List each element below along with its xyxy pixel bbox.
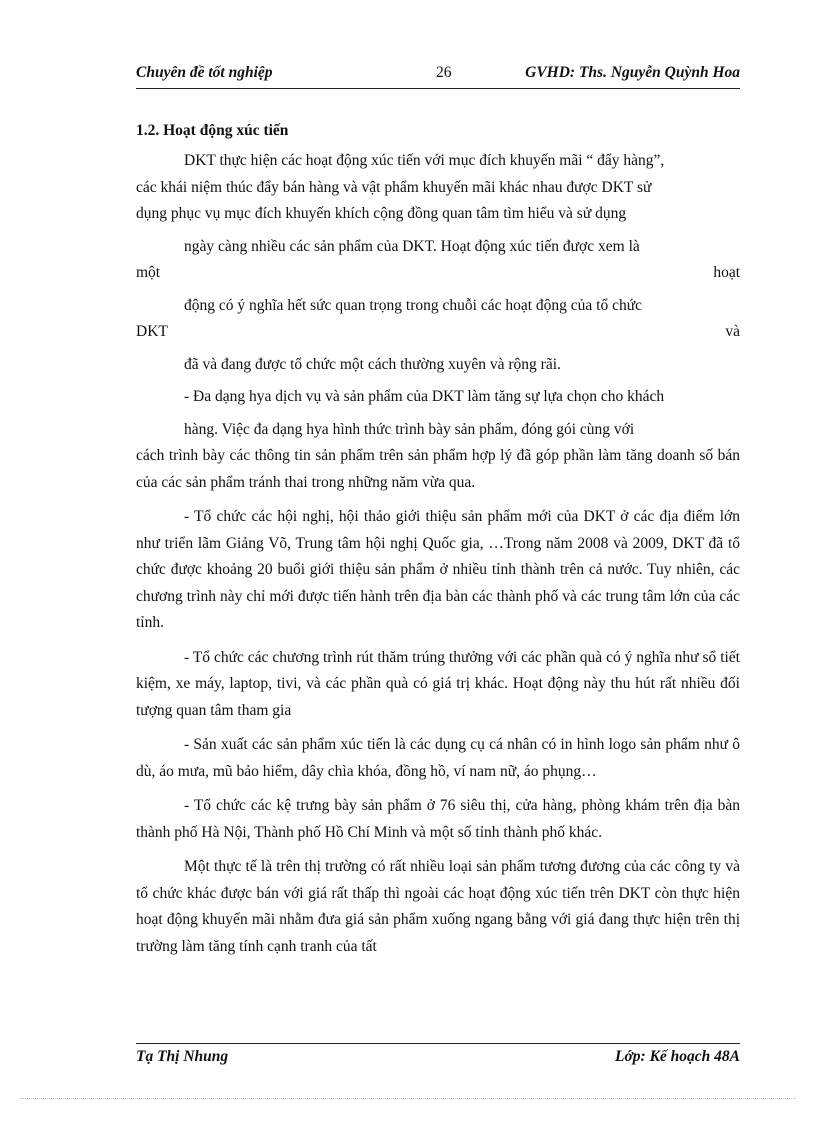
page-number: 26 — [436, 64, 452, 81]
paragraph-1-line-2: các khái niệm thúc đẩy bán hàng và vật phẩm khuyến mãi khác nhau được DKT sử — [136, 178, 652, 196]
split-word-va: và — [725, 323, 740, 340]
page-header — [136, 62, 740, 89]
footer-class: Lớp: Kế hoạch 48A — [615, 1048, 740, 1065]
paragraph-3: - Tổ chức các hội nghị, hội thảo giới thiệu sản phẩm mới của DKT ở các địa điểm lớn như triển lãm Giảng Võ, Trung tâm hội nghị Quốc gia, …Trong năm 2008 và 2009, DKT đã tổ chức được khoảng 20 buổi giới thiệu sản phẩm ở nhiều tỉnh thành trên cả nước. Tuy nhiên, các chương trình này chỉ mới được tiến hành trên địa bàn các thành phố và các trung tâm lớn của các tỉnh. — [136, 508, 740, 631]
paragraph-7: Một thực tế là trên thị trường có rất nhiều loại sản phẩm tương đương của các công ty và tổ chức khác được bán với giá rất thấp thì ngoài các hoạt động xúc tiến trên DKT còn thực hiện hoạt động khuyến mãi nhằm đưa giá sản phẩm xuống ngang bằng với giá đang thực hiện trên thị trường làm tăng tính cạnh tranh của tất — [136, 858, 740, 955]
paragraph-5: - Sản xuất các sản phẩm xúc tiến là các dụng cụ cá nhân có in hình logo sản phẩm như ô dù, áo mưa, mũ bảo hiểm, dây chìa khóa, đồng hồ, ví nam nữ, áo phụng… — [136, 736, 740, 780]
paragraph-4: - Tổ chức các chương trình rút thăm trúng thưởng với các phần quà có ý nghĩa như sổ tiết kiệm, xe máy, laptop, tivi, và các phần quà có giá trị khác. Hoạt động này thu hút rất nhiều đối tượng quan tâm tham gia — [136, 648, 740, 719]
split-word-mot: một — [136, 264, 161, 281]
paragraph-1-line-6: đã và đang được tổ chức một cách thường xuyên và rộng rãi. — [184, 355, 561, 373]
page-footer — [136, 1043, 740, 1068]
paragraph-2-rest: cách trình bày các thông tin sản phẩm trên sản phẩm hợp lý đã góp phần làm tăng doanh số bán của các sản phẩm tránh thai trong những năm vừa qua. — [136, 447, 740, 491]
paragraph-6: - Tổ chức các kệ trưng bày sản phẩm ở 76 siêu thị, cửa hàng, phòng khám trên địa bàn thành phố Hà Nội, Thành phố Hồ Chí Minh và một số tỉnh thành phố khác. — [136, 797, 740, 841]
split-word-hoat: hoạt — [713, 264, 740, 281]
page-bottom-border — [20, 1098, 796, 1099]
paragraph-1-line-1: DKT thực hiện các hoạt động xúc tiến với mục đích khuyến mãi “ đẩy hàng”, — [184, 152, 665, 169]
section-heading: 1.2. Hoạt động xúc tiến — [136, 122, 289, 139]
paragraph-1-split-line-2 — [136, 319, 740, 346]
header-supervisor: GVHD: Ths. Nguyễn Quỳnh Hoa — [525, 64, 740, 81]
footer-author: Tạ Thị Nhung — [136, 1048, 229, 1065]
paragraph-1-line-3: dụng phục vụ mục đích khuyến khích cộng đồng quan tâm tìm hiểu và sử dụng — [136, 205, 627, 222]
paragraph-2-line-1: - Đa dạng hya dịch vụ và sản phẩm của DKT làm tăng sự lựa chọn cho khách — [184, 388, 665, 405]
paragraph-1-split-line-1 — [136, 260, 740, 287]
paragraph-2-line-2: hàng. Việc đa dạng hya hình thức trình bày sản phẩm, đóng gói cùng với — [184, 420, 635, 438]
header-title: Chuyên đề tốt nghiệp — [136, 64, 273, 81]
paragraph-1-line-4: ngày càng nhiều các sản phẩm của DKT. Hoạt động xúc tiến được xem là — [184, 237, 640, 255]
split-word-dkt: DKT — [136, 323, 168, 340]
document-body — [136, 118, 740, 960]
paragraph-1-line-5: động có ý nghĩa hết sức quan trọng trong chuỗi các hoạt động của tổ chức — [184, 296, 642, 314]
